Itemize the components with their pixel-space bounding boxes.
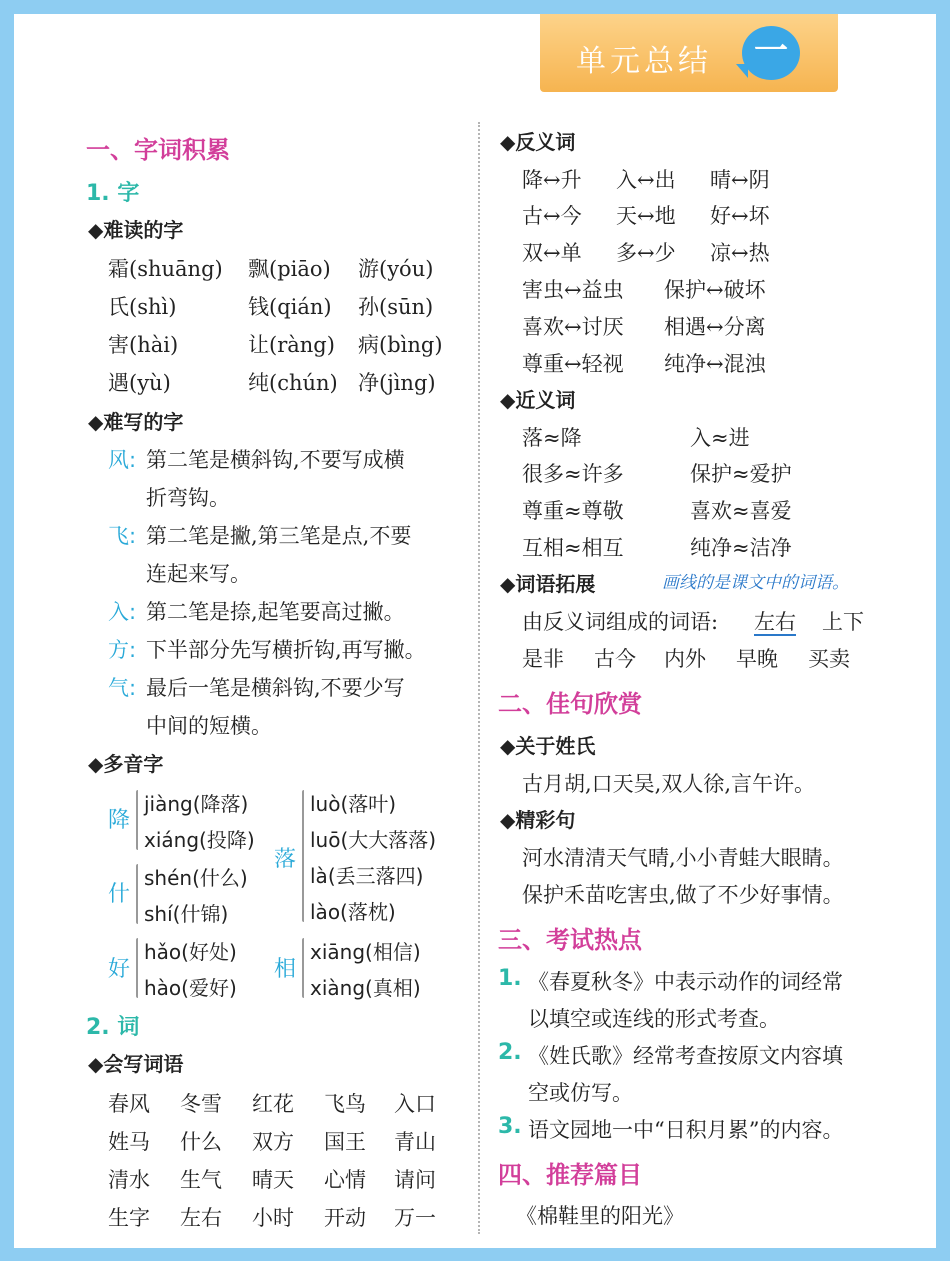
antonym-cell: 喜欢↔讨厌	[522, 315, 624, 339]
exam-line: 空或仿写。	[528, 1081, 633, 1105]
word-cell: 请问	[394, 1168, 436, 1192]
antonym-cell: 凉↔热	[710, 241, 770, 265]
word-cell: 红花	[252, 1092, 294, 1116]
hard-read-cell: 孙(sūn)	[358, 295, 434, 319]
good-sentence-line: 保护禾苗吃害虫,做了不少好事情。	[522, 883, 844, 907]
subsection-characters: 1. 字	[86, 181, 140, 206]
antonym-cell: 相遇↔分离	[664, 315, 766, 339]
word-cell: 什么	[180, 1130, 222, 1154]
polyphone-reading: xiāng(相信)	[310, 940, 421, 964]
hard-read-cell: 氏(shì)	[108, 295, 177, 319]
polyphone-reading: luò(落叶)	[310, 792, 397, 816]
polyphone-reading: shí(什锦)	[144, 902, 229, 926]
antonym-heading: ◆反义词	[500, 130, 576, 154]
banner-title: 单元总结	[576, 44, 712, 79]
hard-write-char: 气:	[108, 676, 137, 700]
hard-write-line: 第二笔是撇,第三笔是点,不要	[146, 524, 412, 548]
antonym-cell: 多↔少	[616, 241, 676, 265]
exam-number: 3.	[498, 1114, 522, 1139]
hard-write-line: 连起来写。	[146, 562, 251, 586]
surname-line: 古月胡,口天吴,双人徐,言午许。	[522, 772, 816, 796]
expand-underlined-word: 左右	[754, 610, 796, 634]
unit-summary-banner	[540, 14, 838, 92]
polyphone-char: 落	[274, 847, 297, 872]
brace	[302, 938, 304, 998]
antonym-cell: 害虫↔益虫	[522, 278, 624, 302]
hard-write-char: 飞:	[108, 524, 137, 548]
hard-read-cell: 害(hài)	[108, 333, 179, 357]
exam-number: 1.	[498, 966, 522, 991]
good-sentence-heading: ◆精彩句	[500, 808, 576, 832]
hard-read-cell: 净(jìng)	[358, 371, 436, 395]
subsection-words: 2. 词	[86, 1015, 140, 1040]
exam-line: 以填空或连线的形式考查。	[528, 1007, 780, 1031]
polyphone-char: 降	[108, 808, 131, 833]
word-cell: 冬雪	[180, 1092, 222, 1116]
synonym-cell: 互相≈相互	[522, 536, 624, 560]
exam-number: 2.	[498, 1040, 522, 1065]
polyphone-reading: xiáng(投降)	[144, 828, 255, 852]
brace	[136, 790, 138, 850]
polyphone-reading: shén(什么)	[144, 866, 248, 890]
word-cell: 晴天	[252, 1168, 294, 1192]
hard-read-cell: 遇(yù)	[108, 371, 171, 395]
antonym-cell: 晴↔阴	[710, 168, 770, 192]
word-cell: 春风	[108, 1092, 150, 1116]
handwritten-note: 画线的是课文中的词语。	[662, 573, 849, 593]
polyphone-reading: hào(爱好)	[144, 976, 237, 1000]
word-cell: 生字	[108, 1206, 150, 1230]
antonym-cell: 天↔地	[616, 204, 676, 228]
polyphone-char: 什	[108, 882, 131, 907]
word-cell: 小时	[252, 1206, 294, 1230]
word-cell: 清水	[108, 1168, 150, 1192]
word-cell: 生气	[180, 1168, 222, 1192]
polyphone-char: 相	[274, 957, 297, 982]
section-title-exam: 三、考试热点	[498, 926, 642, 954]
hard-write-char: 入:	[108, 600, 137, 624]
hard-write-line: 中间的短横。	[146, 714, 272, 738]
polyphone-reading: lào(落枕)	[310, 900, 396, 924]
hard-write-line: 折弯钩。	[146, 486, 230, 510]
polyphone-reading: jiàng(降落)	[144, 792, 249, 816]
brace	[136, 938, 138, 998]
word-cell: 双方	[252, 1130, 294, 1154]
polyphone-reading: xiàng(真相)	[310, 976, 421, 1000]
synonym-cell: 很多≈许多	[522, 462, 624, 486]
word-cell: 入口	[394, 1092, 436, 1116]
column-divider	[478, 122, 480, 1234]
brace	[302, 790, 304, 922]
polyphone-heading: ◆多音字	[88, 752, 164, 776]
word-cell: 青山	[394, 1130, 436, 1154]
hard-read-cell: 飘(piāo)	[248, 257, 331, 281]
brace	[136, 864, 138, 924]
antonym-cell: 保护↔破坏	[664, 278, 766, 302]
word-cell: 姓马	[108, 1130, 150, 1154]
expand-word: 古今	[594, 647, 636, 671]
exam-line: 《姓氏歌》经常考查按原文内容填	[528, 1044, 843, 1068]
good-sentence-line: 河水清清天气晴,小小青蛙大眼睛。	[522, 846, 844, 870]
recommend-title: 《棉鞋里的阳光》	[516, 1204, 684, 1228]
hard-read-cell: 游(yóu)	[358, 257, 434, 281]
polyphone-char: 好	[108, 957, 131, 982]
hard-read-cell: 病(bìng)	[358, 333, 443, 357]
antonym-cell: 古↔今	[522, 204, 582, 228]
synonym-cell: 尊重≈尊敬	[522, 499, 624, 523]
polyphone-reading: luō(大大落落)	[310, 828, 437, 852]
word-cell: 万一	[394, 1206, 436, 1230]
hard-write-line: 第二笔是捺,起笔要高过撇。	[146, 600, 405, 624]
hard-write-line: 下半部分先写横折钩,再写撇。	[146, 638, 426, 662]
synonym-cell: 入≈进	[690, 426, 750, 450]
expand-word: 是非	[522, 647, 564, 671]
expand-word: 买卖	[808, 647, 850, 671]
section-title-recommend: 四、推荐篇目	[498, 1161, 642, 1189]
antonym-cell: 双↔单	[522, 241, 582, 265]
section-title-vocab: 一、字词积累	[86, 136, 230, 164]
surname-heading: ◆关于姓氏	[500, 734, 596, 758]
synonym-heading: ◆近义词	[500, 388, 576, 412]
expand-heading: ◆词语拓展	[500, 572, 596, 596]
expand-word: 上下	[822, 610, 864, 634]
hard-write-line: 最后一笔是横斜钩,不要少写	[146, 676, 405, 700]
hard-write-char: 风:	[108, 448, 137, 472]
polyphone-reading: hǎo(好处)	[144, 940, 237, 964]
expand-word: 早晚	[736, 647, 778, 671]
word-cell: 心情	[324, 1168, 366, 1192]
exam-line: 《春夏秋冬》中表示动作的词经常	[528, 970, 843, 994]
hard-read-cell: 让(ràng)	[248, 333, 335, 357]
antonym-cell: 尊重↔轻视	[522, 352, 624, 376]
antonym-cell: 入↔出	[616, 168, 676, 192]
expand-word: 内外	[664, 647, 706, 671]
synonym-cell: 落≈降	[522, 426, 582, 450]
hard-write-char: 方:	[108, 638, 137, 662]
words-heading: ◆会写词语	[88, 1052, 184, 1076]
hard-read-cell: 纯(chún)	[248, 371, 338, 395]
hard-read-cell: 霜(shuāng)	[108, 257, 223, 281]
word-cell: 左右	[180, 1206, 222, 1230]
word-cell: 国王	[324, 1130, 366, 1154]
expand-prefix: 由反义词组成的词语:	[522, 610, 719, 634]
hard-read-cell: 钱(qián)	[248, 295, 332, 319]
hard-read-heading: ◆难读的字	[88, 218, 184, 242]
hard-write-line: 第二笔是横斜钩,不要写成横	[146, 448, 405, 472]
antonym-cell: 纯净↔混浊	[664, 352, 766, 376]
polyphone-reading: là(丢三落四)	[310, 864, 424, 888]
hard-write-heading: ◆难写的字	[88, 410, 184, 434]
section-title-sentences: 二、佳句欣赏	[498, 690, 642, 718]
banner-badge: 一	[742, 26, 800, 80]
antonym-cell: 降↔升	[522, 168, 582, 192]
antonym-cell: 好↔坏	[710, 204, 770, 228]
exam-line: 语文园地一中“日积月累”的内容。	[528, 1118, 844, 1142]
word-cell: 飞鸟	[324, 1092, 366, 1116]
word-cell: 开动	[324, 1206, 366, 1230]
synonym-cell: 喜欢≈喜爱	[690, 499, 792, 523]
synonym-cell: 保护≈爱护	[690, 462, 792, 486]
synonym-cell: 纯净≈洁净	[690, 536, 792, 560]
